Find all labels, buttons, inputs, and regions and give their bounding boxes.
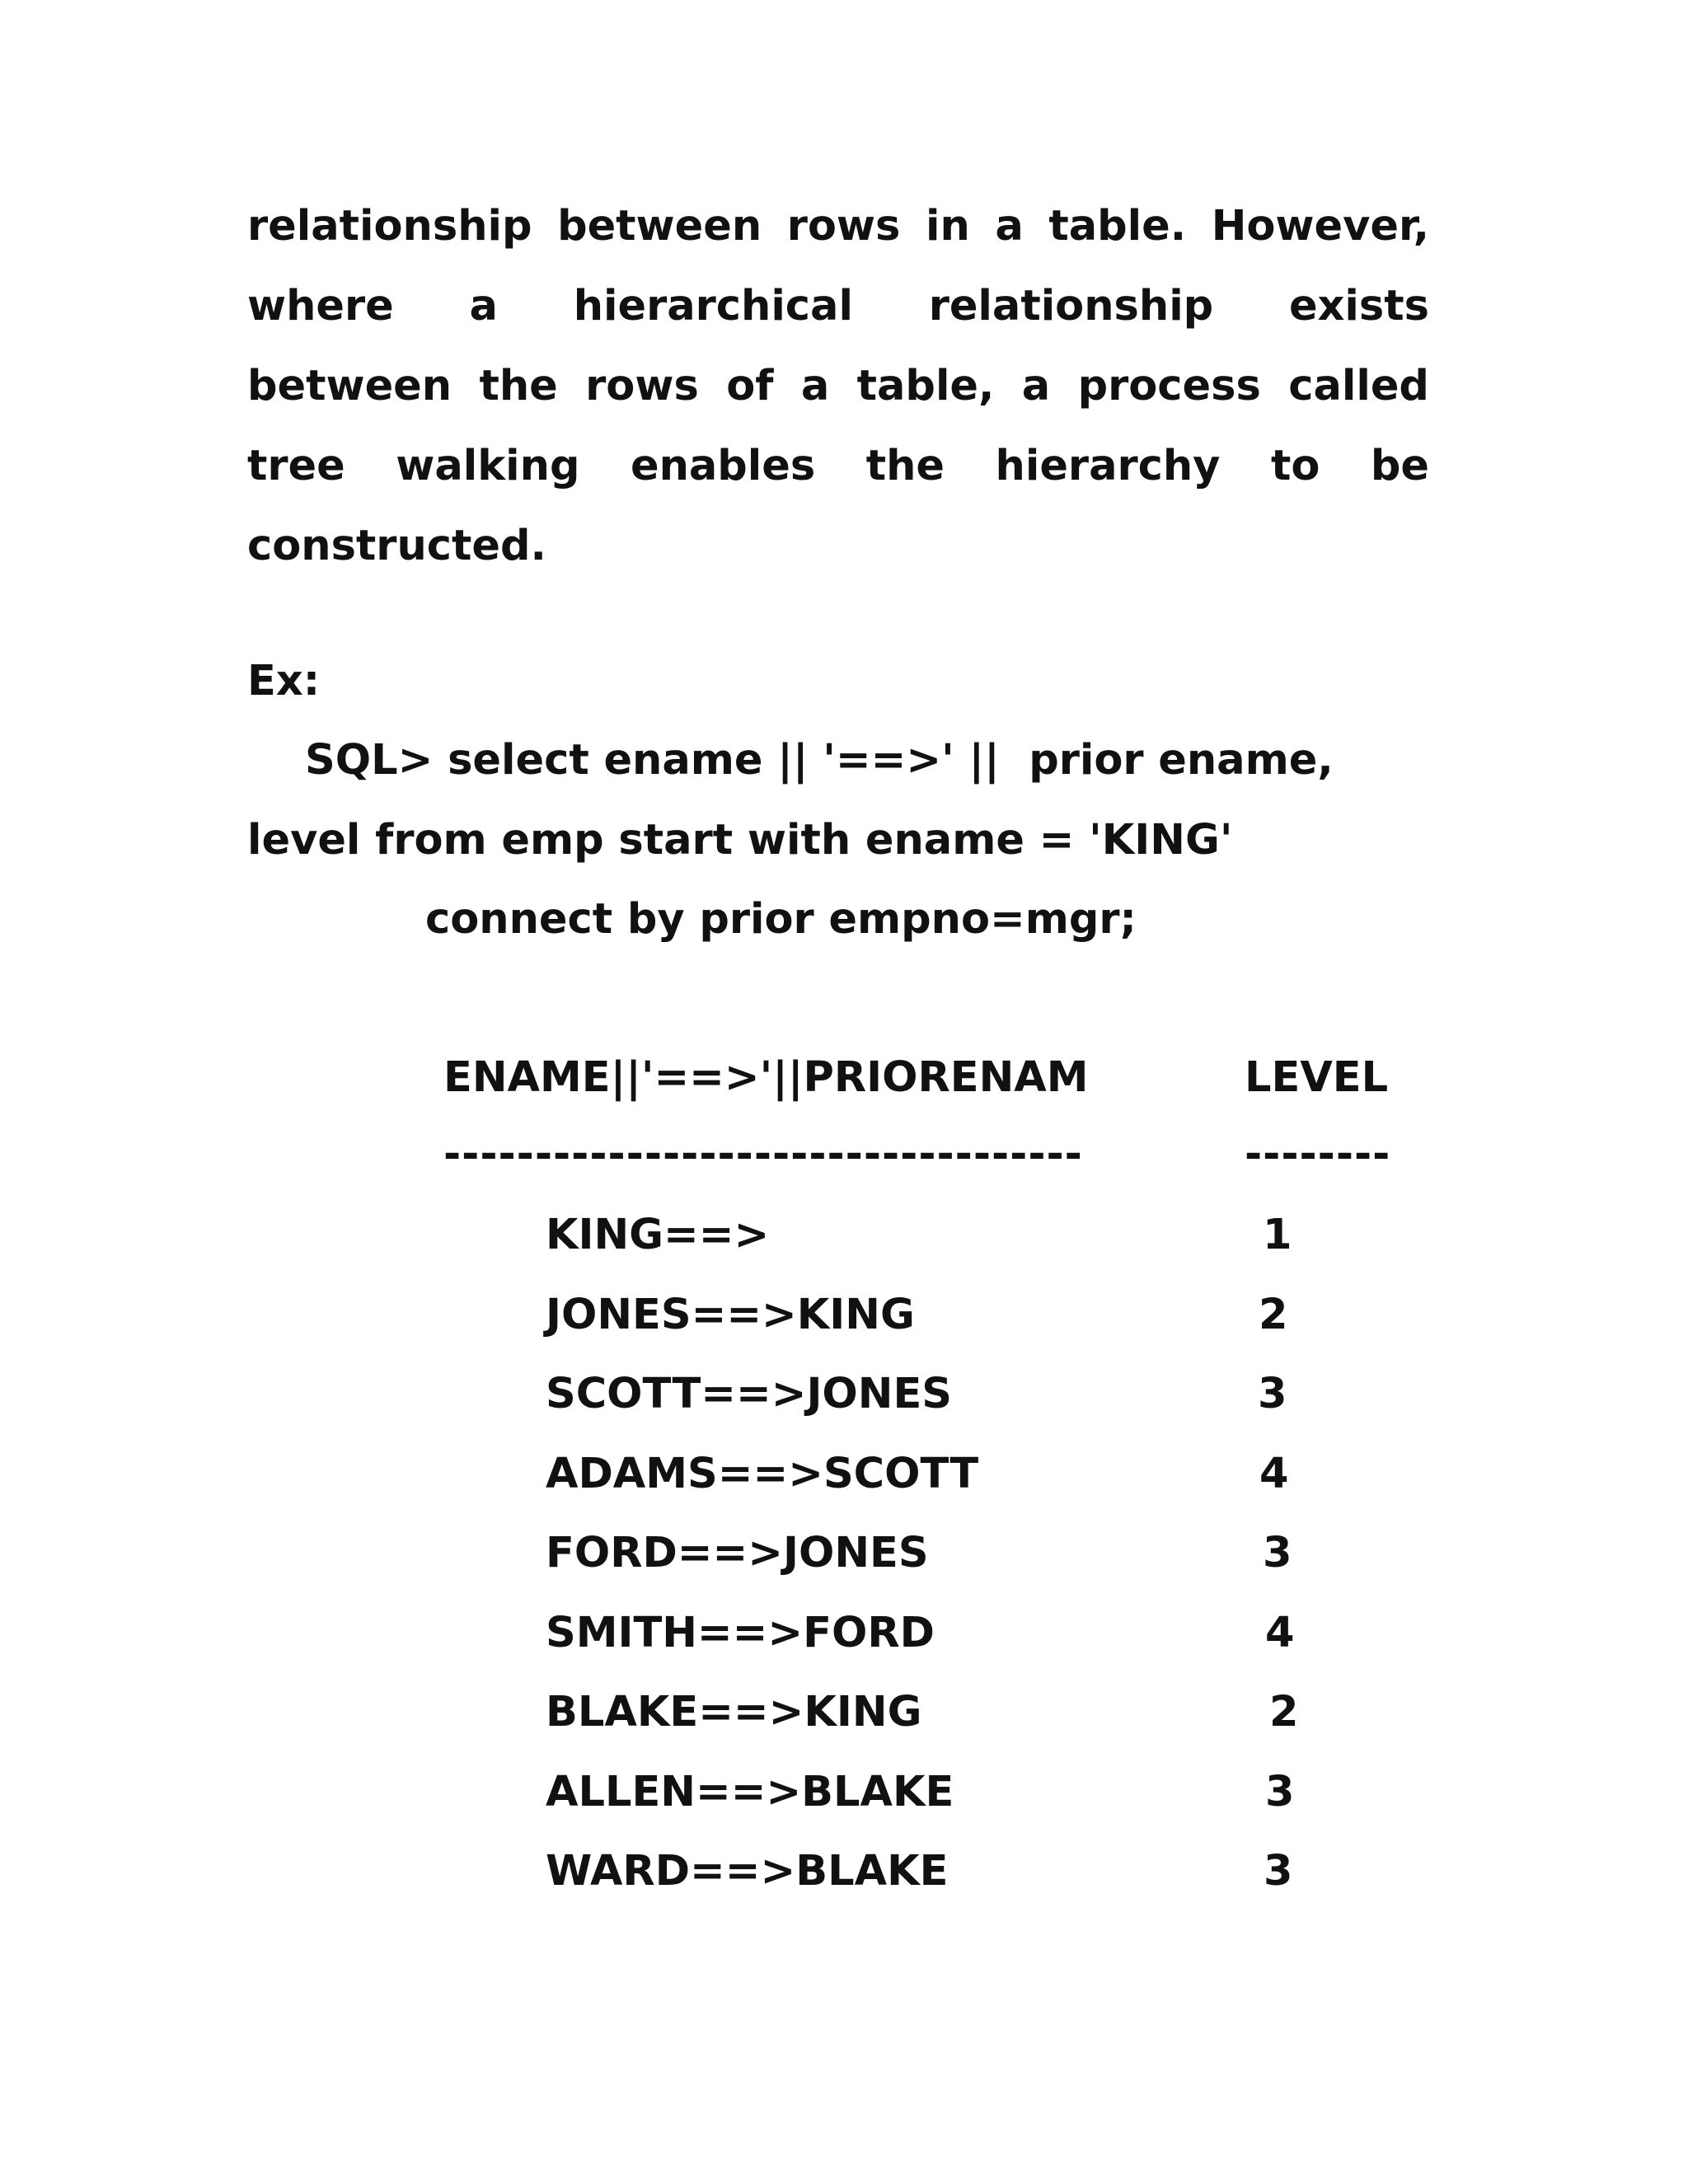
word: hierarchy	[995, 442, 1221, 490]
word: table,	[856, 362, 995, 410]
word: between	[557, 202, 762, 251]
word: called	[1288, 362, 1429, 410]
example-label: Ex:	[247, 657, 321, 705]
word: of	[726, 362, 774, 410]
word: constructed.	[247, 522, 546, 570]
result-row-level: 2	[1259, 1291, 1288, 1339]
word: a	[1021, 362, 1051, 410]
word: However,	[1211, 202, 1429, 251]
word: rows	[585, 362, 699, 410]
sql-line-3: connect by prior empno=mgr;	[425, 895, 1137, 944]
word: be	[1370, 442, 1429, 490]
word: process	[1077, 362, 1261, 410]
result-row-name: BLAKE==>KING	[546, 1688, 922, 1736]
word: walking	[396, 442, 580, 490]
result-row-level: 4	[1259, 1450, 1289, 1498]
word: exists	[1288, 282, 1429, 330]
result-row-name: SMITH==>FORD	[546, 1609, 935, 1657]
word: in	[925, 202, 970, 251]
result-row-name: ADAMS==>SCOTT	[546, 1450, 979, 1498]
result-divider-name: -----------------------------------	[443, 1130, 1083, 1179]
result-divider-level: --------	[1245, 1130, 1391, 1179]
result-row-name: WARD==>BLAKE	[546, 1847, 949, 1896]
sql-line-1: SQL> select ename || '==>' || prior ename,	[305, 736, 1334, 785]
result-row-name: FORD==>JONES	[546, 1529, 929, 1577]
result-row-level: 3	[1265, 1768, 1295, 1816]
result-row-level: 3	[1258, 1370, 1287, 1418]
word: where	[247, 282, 394, 330]
word: between	[247, 362, 452, 410]
paragraph-line	[247, 266, 1429, 346]
result-row-level: 1	[1263, 1211, 1292, 1259]
result-row-name: JONES==>KING	[546, 1291, 915, 1339]
word: relationship	[928, 282, 1214, 330]
body-paragraph	[247, 186, 1429, 586]
result-row-name: ALLEN==>BLAKE	[546, 1768, 954, 1816]
word: enables	[630, 442, 816, 490]
word: relationship	[247, 202, 532, 251]
result-row-level: 2	[1269, 1688, 1299, 1736]
result-header-level: LEVEL	[1245, 1053, 1389, 1102]
word: the	[865, 442, 945, 490]
word: table.	[1048, 202, 1187, 251]
paragraph-line	[247, 186, 1429, 266]
result-header-name: ENAME||'==>'||PRIORENAM	[443, 1053, 1089, 1102]
word: a	[469, 282, 498, 330]
word: rows	[786, 202, 901, 251]
sql-line-2: level from emp start with ename = 'KING'	[247, 816, 1233, 865]
word: a	[995, 202, 1024, 251]
word: a	[800, 362, 830, 410]
word: hierarchical	[573, 282, 853, 330]
result-row-name: KING==>	[546, 1211, 770, 1259]
paragraph-line	[247, 506, 1429, 586]
word: the	[479, 362, 558, 410]
paragraph-line	[247, 346, 1429, 426]
paragraph-line	[247, 426, 1429, 506]
word: to	[1270, 442, 1320, 490]
result-row-level: 3	[1264, 1847, 1293, 1896]
word: tree	[247, 442, 345, 490]
result-row-level: 3	[1263, 1529, 1292, 1577]
result-row-level: 4	[1265, 1609, 1295, 1657]
result-row-name: SCOTT==>JONES	[546, 1370, 953, 1418]
